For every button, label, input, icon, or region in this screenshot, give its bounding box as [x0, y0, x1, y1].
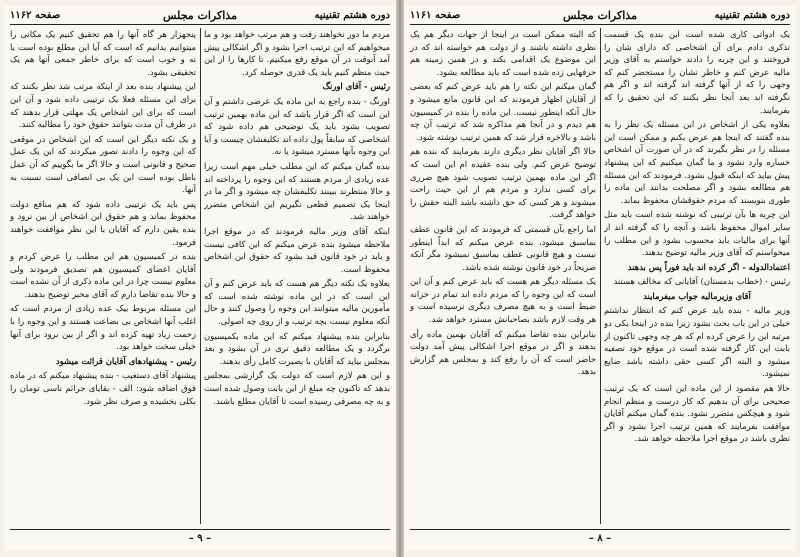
text-paragraph: یک ادواتی کاری شده است این بنده یک قسمت تذکری دادم برای آن اشخاصی که دارای شان را فروختند و این چربه را دادند خواستم به آقای وزیر مالیه عرض کنم و خاطر نشان را مستحضر کنم که وجهی را که از آنها گرفته اند گرفته اند و اگر هم نگرفته اند بعد آنجا نظر بکنند که این تحقیق را که بفرمایند.	[604, 29, 790, 115]
left-page-footer: – ۹ –	[10, 529, 390, 548]
text-paragraph: اورنگ - بنده راجع به این ماده یک عرضی داشتم و آن این است که اگر قرار باشد که این ماده بهمین ترتیب تصویب بشود باید یک توضیحی هم داده شود که اشخاصی که سابقاً پول داده اند تکلیفشان چیست و آیا این وجوه بآنها مسترد میشود یا نه.	[204, 95, 390, 157]
right-page-left-column	[410, 28, 596, 524]
left-page-session: دوره هشتم تقنینیه	[314, 10, 390, 21]
text-paragraph: بعلاوه یک نکته دیگر هم هست که باید عرض کنم و آن این است که در این ماده نوشته شده است که مأمورین مالیه میتوانند این وجوه را وصول کنند و حال آنکه معلوم نیست بچه ترتیب و از روی چه اصولی.	[204, 278, 390, 327]
right-page-number: صفحه ۱۱۶۱	[410, 10, 461, 21]
text-paragraph: یک مسئله دیگر هم هست که باید عرض کنم و آن این است که این وجوه را که مردم داده اند تمام در خزانه ضبط است و به هیچ مصرف دیگری نرسیده است و هر وقت لازم باشد بصاحبانش مسترد خواهد شد.	[410, 276, 596, 325]
text-paragraph: و این هم لازم است که دولت یک گزارشی بمجلس بدهد که تاکنون چه مبلغ از این بابت وصول شده است و به چه مصرفی رسیده است تا آقایان مطلع باشند.	[204, 370, 390, 406]
right-page-right-column	[604, 28, 790, 524]
text-paragraph: حالا اگر آقایان نظر دیگری دارند بفرمایند که بنده هم توضیح عرض کنم. ولی بنده عقیده ام این است که اگر این ماده بهمین ترتیب تصویب شود هیچ ضرری برای کسی ندارد و مردم هم از این حیث راحت میشوند و هر کسی که حق داشته باشد البته حقش را خواهد گرفت.	[410, 146, 596, 220]
text-paragraph: بنده در کمیسیون هم این مطلب را عرض کردم و آقایان اعضای کمیسیون هم تصدیق فرمودند ولی معلوم نیست چرا در این ماده ذکری از آن نشده است و حالا بنده تقاضا دارم که آقای مخبر توضیح بدهند.	[10, 251, 196, 299]
centered-heading: آقای وزیرمالیه جواب میفرمایند	[643, 290, 751, 301]
right-page-column-divider	[600, 28, 601, 524]
speaker-paragraph: رئیس - آقای اورنگ	[322, 81, 390, 92]
left-page-column-divider	[200, 28, 201, 524]
left-page-right-column	[204, 28, 390, 524]
text-paragraph: پیشنهاد آقای دستغیب - بنده پیشنهاد میکنم که در ماده فوق اضافه شود: الف - بقایای جرائم ناسی تومان را بکلی بخشیده و صرف نظر شود.	[10, 370, 196, 406]
right-page-footer: – ۸ –	[410, 529, 790, 548]
text-paragraph: بعلاوه یکی از اشخاص در این مسئله یک نظر را به بنده گفتند که اینجا هم عرض بکنم و ممکن است این مسئله را در نظر بگیرند که در آن صورت آن اشخاص خساره وارد نشود و ما گمان میکنیم که این پیشنهاد پیش بیاید که اینکه قبول بشود. فرمودند که این مسئله هم مطالعه بشود و اگر مصلحت بدانند این ماده را طوری بنویسند که مردم حقوقشان محفوظ بماند.	[604, 119, 790, 205]
text-paragraph: اینکه آقای وزیر مالیه فرمودند که در موقع اجرا ملاحظه میشود بنده عرض میکنم که این کافی نیست و باید در خود قانون قید بشود که حقوق این اشخاص محفوظ است.	[204, 225, 390, 274]
right-page-header	[410, 8, 790, 25]
speaker-paragraph: اعتمادالدوله - اگر کرده اند باید فوراً پس بدهند	[627, 261, 790, 272]
text-paragraph: رئیس - (خطاب بدمستان) آقایانی که مخالف هستند	[613, 276, 790, 287]
right-page	[404, 6, 796, 551]
text-paragraph: پنجهزار هر گاه آنها را هم تحقیق کنیم یک مکانی را میتوانیم بدانیم که است که آیا این مطلع بوده است یا نه و خوب است که برای خاطر جمعی آنها هم یک تحقیقی بشود.	[10, 29, 196, 77]
text-paragraph: و یک نکته دیگر این است که این اشخاص در موقعی که این وجوه را دادند تصور میکردند که این یک عمل صحیح و قانونی است و حالا اگر ما بگوییم که آن عمل باطل بوده است این یک بی انصافی است نسبت به آنها.	[10, 133, 196, 195]
text-paragraph: مردم ما دور نخواهند رفت و هم مرتب خواهد بود و ما میخواهیم که این ترتیب اجرا بشود و اگر اشکالی پیش آمد آنوقت در آن موقع رفع میکنیم. تا کارها را از این حیث منظم کنیم باید یک قدری حوصله کرد.	[204, 29, 390, 77]
text-paragraph: بنابراین بنده پیشنهاد میکنم که این ماده بکمیسیون برگردد و یک مطالعه دقیق تری در آن بشود و بعد بمجلس بیاید که آقایان با بصیرت کامل رأی بدهند.	[204, 330, 390, 366]
right-page-session: دوره هشتم تقنینیه	[714, 10, 790, 21]
book-gutter	[396, 0, 404, 557]
text-paragraph: بنابراین بنده تقاضا میکنم که آقایان بهمین ماده رأی بدهند و اگر در موقع اجرا اشکالی پیش آمد دولت حاضر است که آن را رفع کند و بمجلس هم گزارش بدهد.	[410, 328, 596, 377]
left-page-number: صفحه ۱۱۶۲	[10, 10, 61, 21]
text-paragraph: این مسئله مربوط بیک عده زیادی از مردم است که اغلب آنها اشخاص بی بضاعت هستند و این وجوه را با زحمت زیاد تهیه کرده اند و اگر از بین برود برای آنها خیلی سخت خواهد بود.	[10, 303, 196, 352]
left-page-left-column	[10, 28, 196, 524]
text-paragraph: اما راجع بآن قسمتی که فرمودند که این قانون عطف بماسبق میشود، بنده عرض میکنم که ابداً اینطور نیست و هیچ قانونی عطف بماسبق نمیشود مگر آنکه صریحاً در خود قانون نوشته شده باشد.	[410, 223, 596, 272]
right-page-title: مذاکرات مجلس	[563, 9, 637, 22]
left-page-header	[10, 8, 390, 25]
text-paragraph: حالا هم مقصود از این ماده این است که یک ترتیب صحیحی برای آن بدهیم که کار درست و منظم انجام شود و هیچکس متضرر نشود. بنده گمان میکنم آقایان موافقت بفرمایند که همین ترتیب اجرا بشود و اگر نظری باشد در موقع اجرا ملاحظه خواهد شد.	[604, 383, 790, 444]
text-paragraph: پس باید یک ترتیبی داده شود که هم منافع دولت محفوظ بماند و هم حقوق این اشخاص از بین نرود و بنده یقین دارم که آقایان با این نظر موافقت خواهند فرمود.	[10, 198, 196, 247]
text-paragraph: این چربه ها بآن ترتیبی که نوشته شده است باید مثل سایر اموال محفوظ باشد و آنچه را که گرفته اند از آنها برای مالیات باید محسوب بشود و این مطلب را میخواستم که آقای وزیر مالیه توضیح بدهند.	[604, 209, 790, 258]
left-page	[4, 6, 396, 551]
speaker-paragraph: رئیس - پیشنهادهای آقایان قرائت میشود	[55, 355, 196, 366]
text-paragraph: گمان میکنم این نکته را هم باید عرض کنم که بعضی از آقایان اظهار فرمودند که این قانون مانع میشود و حال آنکه اینطور نیست. این ماده را بنده در کمیسیون هم دیدم و در آنجا هم مذاکره شد که ترتیب آن چه باشد و بالاخره قرار شد که همین ترتیب نوشته شود.	[410, 81, 596, 142]
text-paragraph: وزیر مالیه - بنده باید عرض کنم که انتظار نداشتم خیلی در این باب بحث بشود زیرا بنده در اینجا یکی دو مرتبه این را عرض کرده ام که هر چه وجهی تاکنون از بابت این کار گرفته شده است در موقع خود تصفیه میشود و البته اگر کسی حقی داشته باشد ضایع نمیشود.	[604, 305, 790, 379]
text-paragraph: بنده گمان میکنم که این مطلب خیلی مهم است زیرا عده زیادی از مردم هستند که این وجوه را پرداخته اند و حالا منتظرند ببینند تکلیفشان چه میشود و اگر ما در اینجا یک تصمیم قطعی نگیریم این اشخاص متضرر خواهند شد.	[204, 160, 390, 222]
left-page-title: مذاکرات مجلس	[163, 9, 237, 22]
text-paragraph: که البته ممکن است در اینجا از جهات دیگر هم یک نظری داشته باشند و از دولت هم خواسته اند که در این موضوع یک اقدامی بکند و در همین زمینه هم حرفهایی زده شده است که باید مطالعه بشود.	[410, 29, 596, 77]
text-paragraph: این پیشنهاد بنده بعد از اینکه مرتب شد نظر بکنند که برای این مسئله فعلا یک ترتیبی داده شود و آن این است که برای این اشخاص یک مهلتی قرار بدهند که در ظرف آن مدت بتوانند حقوق خود را مطالبه کنند.	[10, 81, 196, 130]
